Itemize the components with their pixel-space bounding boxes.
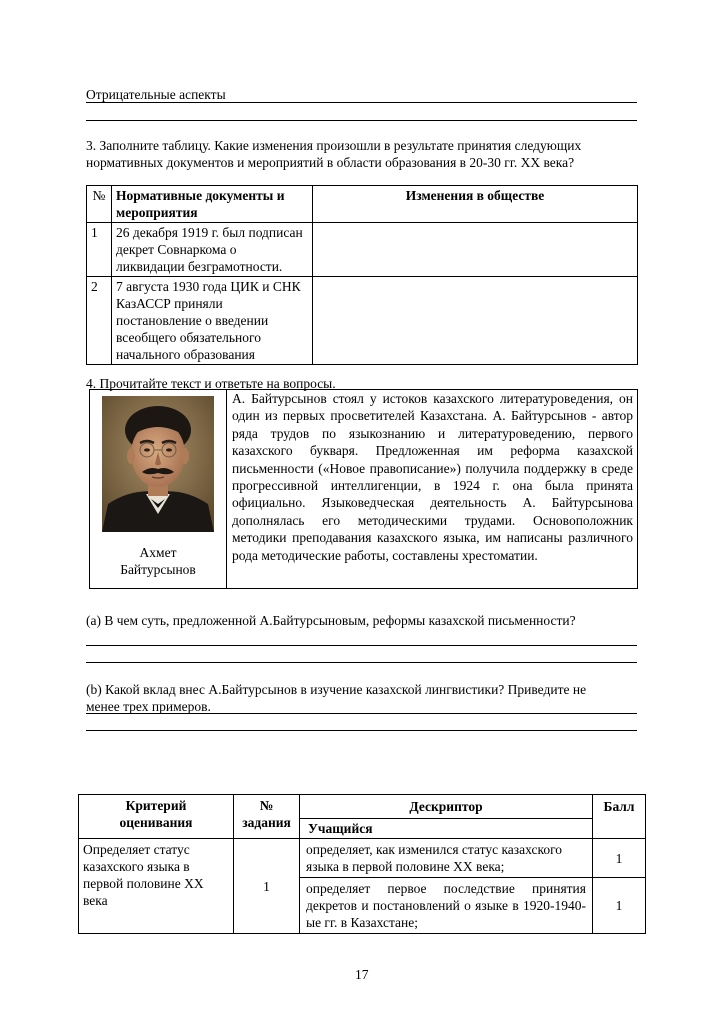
page-number: 17 <box>355 967 369 982</box>
reading-passage: А. Байтурсынов стоял у истоков казахского литературоведения, он один из первых просветителей Казахстана. А. Байтурсынов - автор ряда трудов по языкознанию и литературоведению, первого казахского букваря. Предложенная им реформа казахской письменности («Новое правописание») получила поддержку в среде прогрессивной интеллигенции, в 1924 г. она была принята официально. Языковедческая деятельность А. Байтурсынова дополнялась его методическими трудами. Основоположник методики преподавания казахского языка, им написаны различного рода методические работы, составлены хрестоматии. <box>227 390 638 589</box>
col-header-changes: Изменения в обществе <box>313 186 638 223</box>
rubric-score: 1 <box>593 839 646 878</box>
rubric-descriptor: определяет первое последствие принятия декретов и постановлений о языке в 1920-1940-ые гг. в Казахстане; <box>300 878 593 934</box>
rubric-criterion: Определяет статус казахского языка в первой половине ХХ века <box>79 839 234 934</box>
rubric-header-score: Балл <box>593 795 646 839</box>
col-header-document: Нормативные документы и мероприятия <box>112 186 313 223</box>
answer-line <box>86 645 637 646</box>
portrait-cell <box>90 390 227 589</box>
answer-line <box>86 662 637 663</box>
portrait-illustration <box>102 396 214 532</box>
rubric-table <box>78 794 646 934</box>
portrait-image <box>102 396 214 532</box>
question-b <box>86 681 646 715</box>
question-a: (а) В чем суть, предложенной А.Байтурсыновым, реформы казахской письменности? <box>86 613 576 628</box>
row-num: 1 <box>87 223 112 277</box>
rubric-header-descriptor: Дескриптор <box>300 795 593 819</box>
task4-intro: 4. Прочитайте текст и ответьте на вопросы. <box>86 376 336 391</box>
rubric-score: 1 <box>593 878 646 934</box>
col-header-num: № <box>87 186 112 223</box>
table-row <box>87 277 638 365</box>
row-num: 2 <box>87 277 112 365</box>
answer-line <box>86 102 637 103</box>
table-row <box>87 223 638 277</box>
rubric-header-task-no: № задания <box>234 795 300 839</box>
rubric-header-criterion: Критерий оценивания <box>79 795 234 839</box>
answer-line <box>86 730 637 731</box>
task3-table <box>86 185 638 365</box>
task3-table-header <box>87 186 638 223</box>
task3-text-line1: 3. Заполните таблицу. Какие изменения произошли в результате принятия следующих <box>86 138 582 153</box>
portrait-caption: Ахмет Байтурсынов <box>120 545 196 577</box>
task3-text-line2: нормативных документов и мероприятий в области образования в 20-30 гг. ХХ века? <box>86 155 575 170</box>
question-b-line2: менее трех примеров. <box>86 699 211 714</box>
answer-line <box>86 713 637 714</box>
answer-line <box>86 120 637 121</box>
section-heading: Отрицательные аспекты <box>86 87 226 102</box>
task3-text <box>86 137 646 171</box>
task4-reading-table <box>89 389 638 589</box>
rubric-header-student: Учащийся <box>300 819 593 839</box>
row-document: 7 августа 1930 года ЦИК и СНК КазАССР приняли постановление о введении всеобщего обязательного начального образования <box>112 277 313 365</box>
row-change-cell[interactable] <box>313 223 638 277</box>
rubric-header-row <box>79 795 646 819</box>
rubric-task-no: 1 <box>234 839 300 934</box>
rubric-descriptor: определяет, как изменился статус казахского языка в первой половине ХХ века; <box>300 839 593 878</box>
table-row <box>79 839 646 878</box>
row-change-cell[interactable] <box>313 277 638 365</box>
question-b-line1: (b) Какой вклад внес А.Байтурсынов в изучение казахской лингвистики? Приведите не <box>86 682 587 697</box>
row-document: 26 декабря 1919 г. был подписан декрет Совнаркома о ликвидации безграмотности. <box>112 223 313 277</box>
